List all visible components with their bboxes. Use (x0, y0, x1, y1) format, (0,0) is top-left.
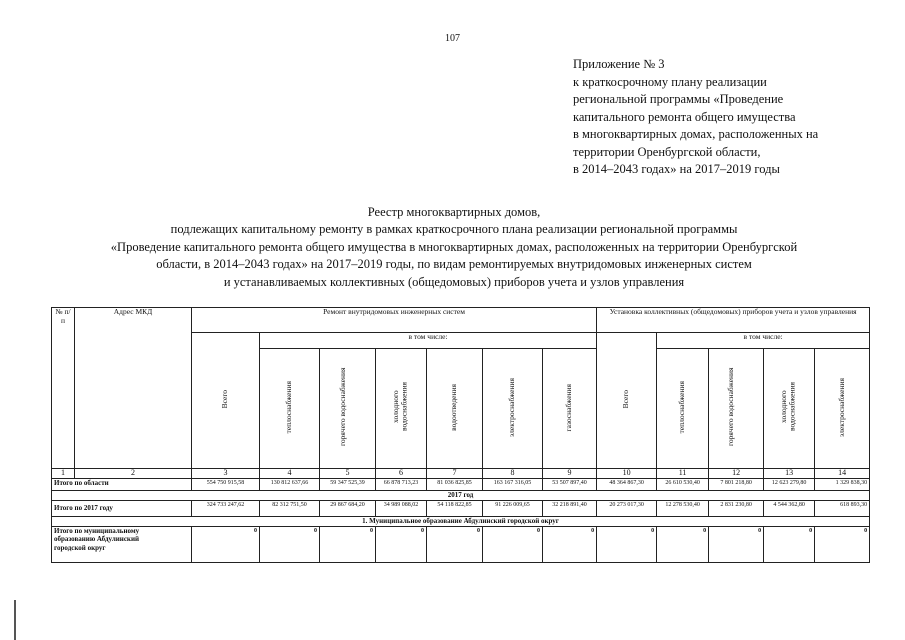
header-repair-col-label: электроснабжения (507, 377, 517, 437)
header-meters-total-label: Всего (621, 390, 631, 409)
heading-line: области, в 2014–2043 годах» на 2017–2019 годы, по видам ремонтируемых внутридомовых инженерных систем (156, 257, 752, 272)
value-cell: 0 (657, 526, 709, 562)
annex-line: в 2014–2043 годах» на 2017–2019 годы (573, 162, 780, 176)
registry-heading (30, 204, 878, 291)
column-number-row (52, 469, 870, 479)
header-meter-col (764, 349, 815, 469)
col-number: 10 (597, 469, 657, 479)
heading-line: и устанавливаемых коллективных (общедомовых) приборов учета и узлов управления (223, 274, 685, 289)
value-cell: 0 (815, 526, 870, 562)
header-repair-col (483, 349, 543, 469)
value-cell: 1 329 838,30 (815, 479, 870, 491)
municipality-section-row (52, 516, 870, 526)
header-meter-col (657, 349, 709, 469)
header-meter-col-label: электроснабжения (836, 377, 846, 437)
col-number: 8 (483, 469, 543, 479)
value-cell: 0 (376, 526, 427, 562)
value-cell: 91 226 009,65 (483, 500, 543, 516)
municipality-total-label: Итого по муниципальному образованию Абдулинский городской округ (52, 526, 192, 562)
header-meter-col-label: холодного водоснабжения (779, 382, 797, 432)
value-cell: 32 218 891,40 (543, 500, 597, 516)
value-cell: 130 812 637,66 (260, 479, 320, 491)
value-cell: 7 801 218,80 (709, 479, 764, 491)
col-number: 11 (657, 469, 709, 479)
annex-line: к краткосрочному плану реализации (573, 74, 767, 89)
heading-line: Реестр многоквартирных домов, (367, 205, 541, 219)
header-repair-col (376, 349, 427, 469)
margin-rule (14, 600, 16, 640)
header-meter-col-label: теплоснабжения (677, 381, 687, 434)
col-number: 2 (75, 469, 192, 479)
header-repair-col-label: холодного водоснабжения (391, 382, 409, 432)
annex-line: Приложение № 3 (573, 57, 665, 71)
annex-block (573, 56, 818, 179)
header-meter-col (709, 349, 764, 469)
region-total-label: Итого по области (52, 479, 192, 491)
heading-line: подлежащих капитальному ремонту в рамках краткосрочного плана реализации региональной программы (170, 222, 738, 237)
value-cell: 0 (709, 526, 764, 562)
year-section-row (52, 491, 870, 501)
header-repair-col-label: теплоснабжения (284, 381, 294, 434)
col-number: 5 (320, 469, 376, 479)
page-number: 107 (445, 33, 460, 44)
header-repair-col-label: горячего водоснабжения (337, 368, 347, 447)
value-cell: 554 750 915,58 (192, 479, 260, 491)
col-number: 4 (260, 469, 320, 479)
year-total-label: Итого по 2017 году (52, 500, 192, 516)
value-cell: 618 893,30 (815, 500, 870, 516)
value-cell: 59 347 525,39 (320, 479, 376, 491)
value-cell: 48 364 867,30 (597, 479, 657, 491)
value-cell: 2 831 230,80 (709, 500, 764, 516)
year-section-label: 2017 год (52, 491, 870, 501)
header-meters-group: Установка коллективных (общедомовых) приборов учета и узлов управления (597, 308, 870, 333)
value-cell: 0 (192, 526, 260, 562)
value-cell: 163 167 316,05 (483, 479, 543, 491)
col-number: 7 (427, 469, 483, 479)
value-cell: 12 623 279,80 (764, 479, 815, 491)
municipality-total-row (52, 526, 870, 562)
col-number: 13 (764, 469, 815, 479)
header-repair-group: Ремонт внутридомовых инженерных систем (192, 308, 597, 333)
region-total-row (52, 479, 870, 491)
value-cell: 0 (260, 526, 320, 562)
col-number: 1 (52, 469, 75, 479)
value-cell: 66 878 713,23 (376, 479, 427, 491)
header-meters-total (597, 333, 657, 469)
municipality-section-label: 1. Муниципальное образование Абдулинский городской округ (52, 516, 870, 526)
header-num: № п/п (52, 308, 75, 469)
year-total-row (52, 500, 870, 516)
header-meter-col-label: горячего водоснабжения (726, 368, 736, 447)
value-cell: 0 (427, 526, 483, 562)
value-cell: 4 544 362,80 (764, 500, 815, 516)
value-cell: 53 507 897,40 (543, 479, 597, 491)
value-cell: 12 278 530,40 (657, 500, 709, 516)
annex-line: в многоквартирных домах, расположенных на (573, 127, 819, 141)
value-cell: 54 118 822,85 (427, 500, 483, 516)
header-meter-col (815, 349, 870, 469)
header-repair-total (192, 333, 260, 469)
value-cell: 20 273 017,30 (597, 500, 657, 516)
header-repair-col (543, 349, 597, 469)
col-number: 14 (815, 469, 870, 479)
header-repair-col-label: водоотведения (449, 383, 459, 431)
header-address: Адрес МКД (75, 308, 192, 469)
value-cell: 0 (543, 526, 597, 562)
header-repair-col (427, 349, 483, 469)
value-cell: 0 (483, 526, 543, 562)
registry-table (51, 307, 870, 563)
value-cell: 34 989 088,02 (376, 500, 427, 516)
value-cell: 324 733 247,62 (192, 500, 260, 516)
value-cell: 26 610 530,40 (657, 479, 709, 491)
value-cell: 82 312 751,50 (260, 500, 320, 516)
header-repair-total-label: Всего (220, 390, 230, 409)
header-repair-col-label: газоснабжения (564, 383, 574, 431)
annex-line: капитального ремонта общего имущества (573, 109, 796, 124)
value-cell: 81 036 825,85 (427, 479, 483, 491)
value-cell: 29 867 684,20 (320, 500, 376, 516)
header-repair-including: в том числе: (260, 333, 597, 349)
header-meters-including: в том числе: (657, 333, 870, 349)
value-cell: 0 (764, 526, 815, 562)
col-number: 6 (376, 469, 427, 479)
annex-line: региональной программы «Проведение (573, 92, 784, 106)
value-cell: 0 (597, 526, 657, 562)
col-number: 9 (543, 469, 597, 479)
heading-line: «Проведение капитального ремонта общего имущества в многоквартирных домах, расположенных на территории Оренбургской (110, 239, 798, 254)
value-cell: 0 (320, 526, 376, 562)
header-repair-col (260, 349, 320, 469)
annex-line: территории Оренбургской области, (573, 144, 761, 159)
col-number: 3 (192, 469, 260, 479)
header-repair-col (320, 349, 376, 469)
col-number: 12 (709, 469, 764, 479)
